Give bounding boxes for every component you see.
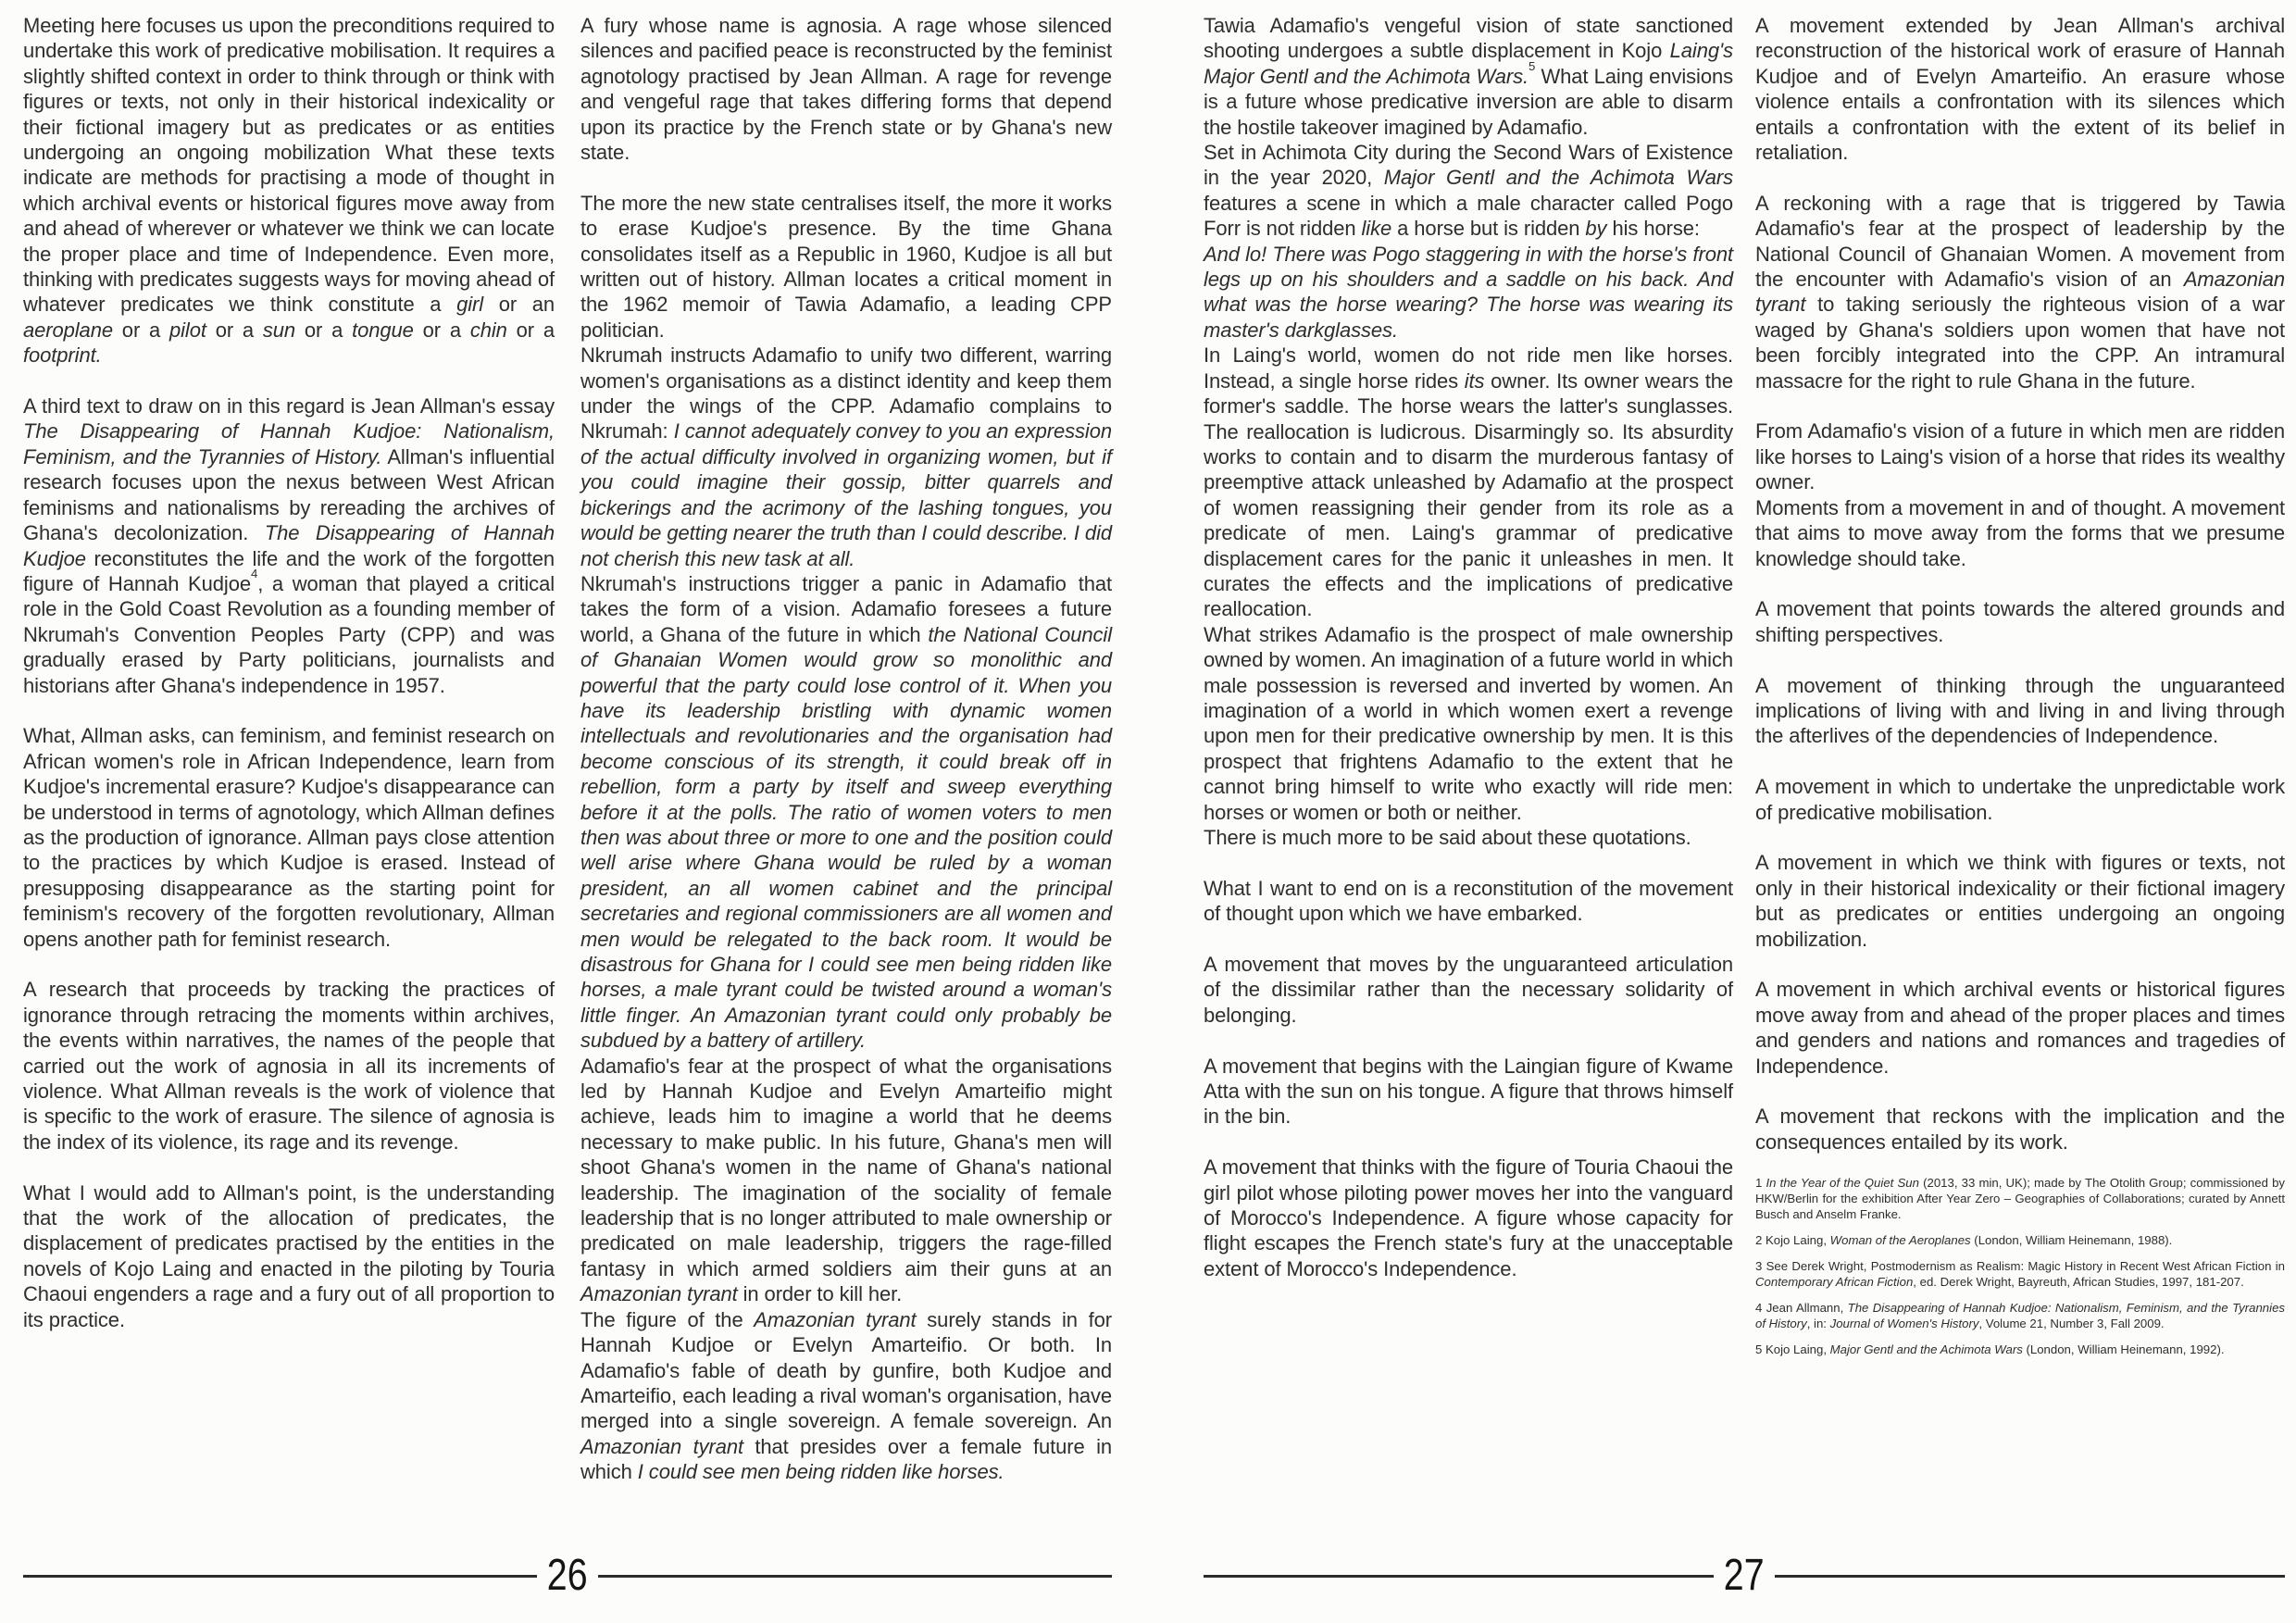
text-run: , a woman that played a critical role in the Gold Coast Revolution as a founding member of Nkrumah's Convention Peoples Party (CPP) and was gradually erased by Party politicians, journalists and historians after Ghana's independence in 1957. (23, 571, 555, 697)
text-run: 5 Kojo Laing, (1755, 1342, 1830, 1357)
text-run: A movement that reckons with the implication and the consequences entailed by its work. (1755, 1105, 2285, 1154)
italic-text: Laing's Major Gentl and the Achimota Wars. (1204, 39, 1733, 88)
text-run: A movement of thinking through the unguaranteed implications of living with and living in and living through the afterlives of the dependencies of Independence. (1755, 673, 2285, 748)
text-run: features a scene in which a male character called Pogo Forr is not ridden (1204, 191, 1733, 241)
footnote (1755, 1232, 2285, 1248)
text-run: Adamafio's fear at the prospect of what the organisations led by Hannah Kudjoe and Evelyn Amarteifio might achieve, leads him to imagine a world that he deems necessary to make public. In his future, Ghana's men will shoot Ghana's women in the name of Ghana's national leadership. The imagination of the sociality of female leadership that is no longer attributed to male ownership or predicated on male leadership, triggers the rage-filled fantasy in which armed soldiers aim their guns at an (580, 1054, 1112, 1280)
text-run: What, Allman asks, can feminism, and feminist research on African women's role in African Independence, learn from Kudjoe's incremental erasure? Kudjoe's disappearance can be understood in terms of agnotology, which Allman defines as the production of ignorance. Allman pays close attention to the practices by which Kudjoe is erased. Instead of presupposing disappearance as the starting point for feminism's recovery of the forgotten revolutionary, Allman opens another path for feminist research. (23, 724, 555, 951)
text-run: , in: (1806, 1317, 1830, 1331)
paragraph (1204, 1155, 1733, 1281)
text-run: , Volume 21, Number 3, Fall 2009. (1978, 1317, 2165, 1331)
paragraph (1755, 977, 2285, 1079)
text-run: The more the new state centralises itself, the more it works to erase Kudjoe's presence. By the time Ghana consolidates itself as a Republic in 1960, Kudjoe is all but written out of history. Allman locates a critical moment in the 1962 memoir of Tawia Adamafio, a leading CPP politician. (580, 191, 1112, 342)
paragraph (1204, 1054, 1733, 1130)
text-run: The figure of the (580, 1307, 755, 1331)
italic-text: The Disappearing of Hannah Kudjoe: Nationalism, Feminism, and the Tyrannies of History. (23, 419, 555, 468)
page27-column-2-body (1755, 13, 2285, 1155)
text-run: reconstitutes the life and the work of the forgotten figure of Hannah Kudjoe (23, 546, 555, 595)
italic-text: the National Council of Ghanaian Women would grow so monolithic and powerful that the party could lose control of it. When you have its leadership bristling with dynamic women intellectuals and revolutionaries and the organisation had become conscious of its strength, it could break off in rebellion, form a party by itself and sweep everything before it at the polls. The ratio of women voters to men then was about three or more to one and the position could well arise where Ghana would be ruled by a woman president, an all women cabinet and the principal secretaries and regional commissioners are all women and men would be relegated to the back room. It would be disastrous for Ghana for I could see men being ridden like horses, a male tyrant could be twisted around a woman's little finger. An Amazonian tyrant could only probably be subdued by a battery of artillery. (580, 622, 1112, 1053)
paragraph (1755, 673, 2285, 749)
text-run: Meeting here focuses us upon the preconditions required to undertake this work of predicative mobilisation. It requires a slightly shifted context in order to think through or think with figures or texts, not only in their historical indexicality or their fictional imagery but as predicates or as entities undergoing an ongoing mobilization What these texts indicate are methods for practising a mode of thought in which archival events or historical figures move away from and ahead of wherever or whatever we think we can locate the proper place and time of Independence. Even more, thinking with predicates suggests ways for moving ahead of whatever predicates we think constitute a (23, 14, 555, 317)
paragraph (580, 191, 1112, 343)
italic-text: And lo! There was Pogo staggering in with the horse's front legs up on his shoulders and a saddle on his back. And what was the horse wearing? The horse was wearing its master's darkglasses. (1204, 242, 1733, 342)
italic-text: by (1585, 217, 1607, 241)
footnote-ref: 5 (1529, 58, 1536, 73)
italic-text: tongue (352, 318, 414, 342)
paragraph (23, 977, 555, 1155)
footnotes (1755, 1175, 2285, 1357)
text-run: or an (483, 293, 555, 317)
text-run: (London, William Heinemann, 1992). (2022, 1342, 2225, 1357)
text-run: What strikes Adamafio is the prospect of male ownership owned by women. An imagination of a future world in which male possession is reversed and inverted by women. An imagination of a world in which women exert a revenge upon men for their predicative ownership by men. It is this prospect that frightens Adamafio to the extent that he cannot bring himself to write who exactly will ride men: horses or women or both or neither. (1204, 622, 1733, 824)
italic-text: Amazonian tyrant (580, 1434, 743, 1458)
text-run: or a (413, 318, 470, 342)
paragraph (1204, 13, 1733, 140)
footnote (1755, 1258, 2285, 1290)
italic-text: its (1464, 368, 1485, 393)
paragraph (580, 1054, 1112, 1307)
text-run: Nkrumah instructs Adamafio to unify two different, warring women's organisations as a distinct identity and keep them under the wings of the CPP. Adamafio complains to Nkrumah: (580, 343, 1112, 443)
text-run: or a (506, 318, 555, 342)
text-run: a horse but is ridden (1391, 217, 1586, 241)
text-run: Allman's influential research focuses upon the nexus between West African feminisms and nationalisms by rereading the archives of Ghana's decolonization. (23, 444, 555, 545)
page27-column-1 (1204, 13, 1733, 1281)
paragraph (580, 343, 1112, 571)
text-run: or a (206, 318, 263, 342)
paragraph (23, 393, 555, 698)
paragraph (1204, 825, 1733, 850)
text-run: or a (295, 318, 353, 342)
page26-column-2 (580, 13, 1112, 1485)
footnote (1755, 1342, 2285, 1357)
text-run: A fury whose name is agnosia. A rage whose silenced silences and pacified peace is reconstructed by the feminist agnotology practised by Jean Allman. A rage for revenge and vengeful rage that takes differing forms that depend upon its practice by the French state or by Ghana's new state. (580, 14, 1112, 165)
footnote (1755, 1300, 2285, 1331)
text-run: A movement in which archival events or historical figures move away from and ahead of the proper places and times and genders and nations and romances and tragedies of Independence. (1755, 978, 2285, 1078)
text-run: that presides over a female future in which (580, 1434, 1112, 1484)
paragraph (580, 1307, 1112, 1485)
text-run: A movement in which we think with figures or texts, not only in their historical indexicality or their fictional imagery but as predicates or entities undergoing an ongoing mobilization. (1755, 851, 2285, 951)
italic-text: Woman of the Aeroplanes (1829, 1233, 1971, 1248)
paragraph (1204, 622, 1733, 825)
paragraph (1755, 13, 2285, 165)
text-run: surely stands in for Hannah Kudjoe or Evelyn Amarteifio. Or both. In Adamafio's fable of death by gunfire, both Kudjoe and Amarteifio, each leading a rival woman's organisation, have merged into a single sovereign. A female sovereign. An (580, 1307, 1112, 1433)
paragraph (1204, 876, 1733, 927)
italic-text: chin (469, 318, 507, 342)
paragraph (1204, 343, 1733, 621)
text-run: 3 See Derek Wright, Postmodernism as Realism: Magic History in Recent West African Fiction in (1755, 1259, 2285, 1274)
paragraph (1204, 952, 1733, 1028)
italic-text: Major Gentl and the Achimota Wars (1383, 166, 1733, 190)
text-run: A movement that thinks with the figure of Touria Chaoui the girl pilot whose piloting power moves her into the vanguard of Morocco's Independence. A figure whose capacity for flight escapes the French state's fury at the unacceptable extent of Morocco's Independence. (1204, 1155, 1733, 1280)
paragraph (1204, 242, 1733, 343)
text-run: Nkrumah's instructions trigger a panic in Adamafio that takes the form of a vision. Adamafio foresees a future world, a Ghana of the future in which (580, 571, 1112, 646)
text-run: A movement that begins with the Laingian figure of Kwame Atta with the sun on his tongue. A figure that throws himself in the bin. (1204, 1054, 1733, 1129)
text-run: Moments from a movement in and of thought. A movement that aims to move away from the forms that we presume knowledge should take. (1755, 495, 2285, 570)
italic-text: The Disappearing of Hannah Kudjoe: Nationalism, Feminism, and the Tyrannies of History (1755, 1301, 2285, 1331)
text-run: What I would add to Allman's point, is the understanding that the work of the allocation of predicates, the displacement of predicates practised by the entities in the novels of Kojo Laing and enacted in the piloting by Touria Chaoui engenders a rage and a fury out of all proportion to its practice. (23, 1180, 555, 1331)
paragraph (1755, 191, 2285, 393)
text-run: owner. Its owner wears the former's saddle. The horse wears the latter's sunglasses. The reallocation is ludicrous. Disarmingly so. Its absurdity works to contain and to disarm the murderous fantasy of preemptive attack unleashed by Adamafio at the prospect of women reassigning their gender from its role as a predicate of men. Laing's grammar of predicative displacement cares for the panic it unleashes in men. It curates the effects and the implications of predicative reallocation. (1204, 368, 1734, 621)
footer-rule-right (598, 1575, 1112, 1578)
footer-rule-right (1775, 1575, 2285, 1578)
text-run: his horse: (1606, 217, 1700, 241)
paragraph (23, 13, 555, 368)
text-run: A research that proceeds by tracking the practices of ignorance through retracing the moments within archives, the events within narratives, the names of the people that carried out the work of agnosia in all its increments of violence. What Allman reveals is the work of violence that is specific to the work of erasure. The silence of agnosia is the index of its violence, its rage and its revenge. (23, 978, 555, 1154)
page27-footer (1204, 1552, 2285, 1600)
italic-text: like (1361, 217, 1392, 241)
paragraph (1755, 495, 2285, 571)
text-run: A third text to draw on in this regard is Jean Allman's essay (23, 394, 555, 418)
page26-column-1 (23, 13, 555, 1332)
text-run: 4 Jean Allmann, (1755, 1301, 1848, 1316)
footnote-ref: 4 (250, 566, 258, 581)
italic-text: Journal of Women's History (1829, 1317, 1979, 1331)
italic-text: footprint. (23, 343, 102, 368)
italic-text: aeroplane (23, 318, 113, 342)
paragraph (1755, 1104, 2285, 1155)
italic-text: I could see men being ridden like horses. (637, 1460, 1004, 1484)
footnote (1755, 1175, 2285, 1222)
text-run: in order to kill her. (737, 1282, 903, 1306)
footer-rule-left (23, 1575, 537, 1578)
text-run: Set in Achimota City during the Second Wars of Existence in the year 2020, (1204, 141, 1733, 190)
paragraph (1755, 418, 2285, 494)
italic-text: In the Year of the Quiet Sun (1766, 1176, 1919, 1191)
text-run: A movement that moves by the unguaranteed articulation of the dissimilar rather than the necessary solidarity of belonging. (1204, 953, 1733, 1027)
paragraph (23, 1180, 555, 1332)
text-run: In Laing's world, women do not ride men like horses. Instead, a single horse rides (1204, 343, 1733, 393)
text-run: (London, William Heinemann, 1988). (1970, 1233, 2173, 1248)
italic-text: Amazonian tyrant (754, 1307, 917, 1331)
page27-number: 27 (1724, 1551, 1765, 1600)
page26-number: 26 (547, 1551, 588, 1600)
paragraph (1755, 596, 2285, 647)
paragraph (1204, 140, 1733, 242)
page26-footer (23, 1552, 1112, 1600)
italic-text: Amazonian tyrant (1755, 268, 2285, 317)
text-run: A movement extended by Jean Allman's archival reconstruction of the historical work of erasure of Hannah Kudjoe and of Evelyn Amarteifio. An erasure whose violence entails a confrontation with its silences which entails a confrontation with the extent of its belief in retaliation. (1755, 14, 2285, 165)
text-run: There is much more to be said about these quotations. (1204, 826, 1691, 849)
text-run: What Laing envisions is a future whose predicative inversion are able to disarm the hostile takeover imagined by Adamafio. (1204, 64, 1733, 139)
paragraph (580, 571, 1112, 1054)
text-run: From Adamafio's vision of a future in which men are ridden like horses to Laing's vision of a horse that rides its wealthy owner. (1755, 419, 2285, 494)
paragraph (1755, 774, 2285, 825)
text-run: , ed. Derek Wright, Bayreuth, African Studies, 1997, 181-207. (1913, 1275, 2244, 1290)
text-run: to taking seriously the righteous vision of a war waged by Ghana's soldiers upon women that have not been forcibly integrated into the CPP. An intramural massacre for the right to rule Ghana in the future. (1755, 293, 2285, 393)
text-run: Tawia Adamafio's vengeful vision of state sanctioned shooting undergoes a subtle displacement in Kojo (1204, 14, 1733, 63)
paragraph (580, 13, 1112, 165)
paragraph (1755, 850, 2285, 952)
italic-text: sun (262, 318, 296, 342)
text-run: (2013, 33 min, UK); made by The Otolith Group; commissioned by HKW/Berlin for the exhibition After Year Zero – Geographies of Collaborations; curated by Annett Busch and Anselm Franke. (1755, 1176, 2286, 1222)
italic-text: girl (456, 293, 484, 317)
paragraph (23, 723, 555, 952)
text-run: 2 Kojo Laing, (1755, 1233, 1830, 1248)
page27-column-2 (1755, 13, 2285, 1357)
italic-text: pilot (169, 318, 206, 342)
text-run: or a (112, 318, 169, 342)
text-run: What I want to end on is a reconstitution of the movement of thought upon which we have embarked. (1204, 876, 1733, 926)
italic-text: I cannot adequately convey to you an expression of the actual difficulty involved in organizing women, but if you could imagine their gossip, bitter quarrels and bickerings and the acrimony of the lashing tongues, you would be getting nearer the truth than I could describe. I did not cherish this new task at all. (580, 419, 1112, 570)
italic-text: Contemporary African Fiction (1755, 1275, 1914, 1290)
text-run: 1 (1755, 1176, 1766, 1191)
footer-rule-left (1204, 1575, 1714, 1578)
italic-text: The Disappearing of Hannah Kudjoe (23, 521, 555, 570)
text-run: A movement that points towards the altered grounds and shifting perspectives. (1755, 597, 2285, 646)
italic-text: Amazonian tyrant (580, 1282, 738, 1306)
text-run: A reckoning with a rage that is triggered by Tawia Adamafio's fear at the prospect of leadership by the National Council of Ghanaian Women. A movement from the encounter with Adamafio's vision of an (1755, 191, 2285, 292)
italic-text: Major Gentl and the Achimota Wars (1829, 1342, 2023, 1357)
text-run: A movement in which to undertake the unpredictable work of predicative mobilisation. (1755, 775, 2285, 824)
